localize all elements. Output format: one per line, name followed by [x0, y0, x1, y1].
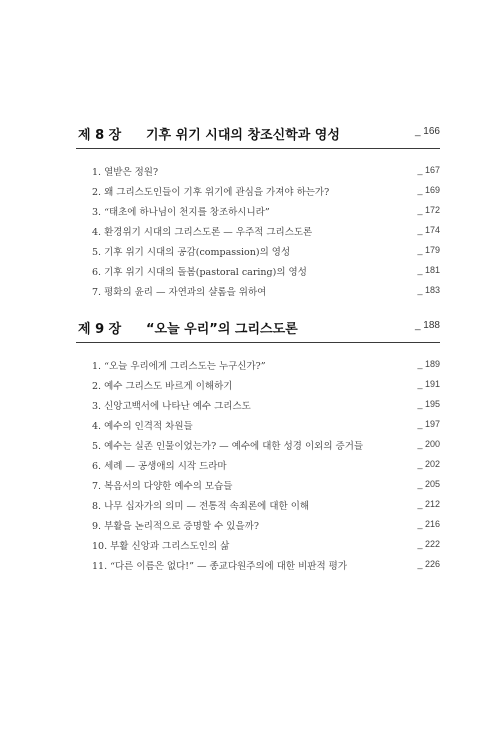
toc-list	[92, 358, 440, 578]
toc-entry-page: _ 172	[417, 205, 440, 215]
toc-entry	[92, 398, 440, 418]
toc-entry-page: _ 181	[417, 265, 440, 275]
toc-entry	[92, 458, 440, 478]
toc-entry-page: _ 202	[417, 459, 440, 469]
toc-entry-page: _ 200	[417, 439, 440, 449]
toc-entry-page: _ 167	[417, 165, 440, 175]
toc-entry-page: _ 183	[417, 285, 440, 295]
chapter-divider	[76, 148, 440, 149]
toc-entry	[92, 224, 440, 244]
chapter-page: _ 166	[414, 126, 440, 137]
chapter-title: “오늘 우리”의 그리스도론	[146, 322, 298, 337]
toc-entry-page: _ 212	[417, 499, 440, 509]
toc-entry-title: 5. 예수는 실존 인물이었는가? — 예수에 대한 성경 이외의 증거들	[92, 441, 364, 452]
toc-entry-title: 3. “태초에 하나님이 천지를 창조하시니라”	[92, 207, 270, 218]
chapter-8	[76, 120, 440, 298]
toc-entry-title: 1. 열받은 정원?	[92, 167, 159, 178]
toc-entry-page: _ 205	[417, 479, 440, 489]
chapter-9	[76, 314, 440, 572]
chapter-number: 제 8 장	[78, 128, 122, 143]
toc-entry-page: _ 179	[417, 245, 440, 255]
toc-entry	[92, 358, 440, 378]
toc-entry-title: 3. 신앙고백서에 나타난 예수 그리스도	[92, 401, 251, 412]
toc-entry-title: 2. 예수 그리스도 바르게 이해하기	[92, 381, 233, 392]
toc-entry-page: _ 226	[417, 559, 440, 569]
toc-entry	[92, 204, 440, 224]
toc-entry	[92, 558, 440, 578]
toc-entry-title: 6. 세례 — 공생애의 시작 드라마	[92, 461, 227, 472]
chapter-divider	[76, 342, 440, 343]
toc-entry	[92, 518, 440, 538]
toc-entry-title: 9. 부활을 논리적으로 증명할 수 있을까?	[92, 521, 259, 532]
toc-entry-page: _ 174	[417, 225, 440, 235]
chapter-heading	[76, 314, 440, 340]
toc-entry	[92, 498, 440, 518]
chapter-number: 제 9 장	[78, 322, 122, 337]
toc-entry-page: _ 189	[417, 359, 440, 369]
toc-entry-page: _ 195	[417, 399, 440, 409]
toc-entry-title: 2. 왜 그리스도인들이 기후 위기에 관심을 가져야 하는가?	[92, 187, 330, 198]
toc-list	[92, 164, 440, 304]
toc-entry-title: 5. 기후 위기 시대의 공감(compassion)의 영성	[92, 247, 291, 258]
toc-entry-page: _ 222	[417, 539, 440, 549]
toc-entry-page: _ 197	[417, 419, 440, 429]
toc-entry	[92, 284, 440, 304]
toc-entry	[92, 538, 440, 558]
toc-entry-page: _ 169	[417, 185, 440, 195]
toc-entry-title: 6. 기후 위기 시대의 돌봄(pastoral caring)의 영성	[92, 267, 307, 278]
toc-entry-title: 7. 복음서의 다양한 예수의 모습들	[92, 481, 233, 492]
toc-entry-page: _ 191	[417, 379, 440, 389]
toc-entry	[92, 244, 440, 264]
toc-entry	[92, 378, 440, 398]
toc-entry	[92, 438, 440, 458]
toc-entry-title: 11. “다른 이름은 없다!” — 종교다원주의에 대한 비판적 평가	[92, 561, 348, 572]
toc-entry-title: 4. 환경위기 시대의 그리스도론 — 우주적 그리스도론	[92, 227, 313, 238]
chapter-page: _ 188	[414, 320, 440, 331]
toc-entry-title: 8. 나무 십자가의 의미 — 전통적 속죄론에 대한 이해	[92, 501, 310, 512]
chapter-title: 기후 위기 시대의 창조신학과 영성	[146, 128, 340, 143]
toc-entry-page: _ 216	[417, 519, 440, 529]
toc-entry-title: 7. 평화의 윤리 — 자연과의 샬롬을 위하여	[92, 287, 267, 298]
toc-entry	[92, 418, 440, 438]
toc-entry	[92, 184, 440, 204]
toc-entry	[92, 264, 440, 284]
toc-entry	[92, 478, 440, 498]
chapter-heading	[76, 120, 440, 146]
toc-entry-title: 10. 부활 신앙과 그리스도인의 삶	[92, 541, 230, 552]
toc-entry	[92, 164, 440, 184]
toc-entry-title: 1. “오늘 우리에게 그리스도는 누구신가?”	[92, 361, 266, 372]
toc-entry-title: 4. 예수의 인격적 차원들	[92, 421, 193, 432]
